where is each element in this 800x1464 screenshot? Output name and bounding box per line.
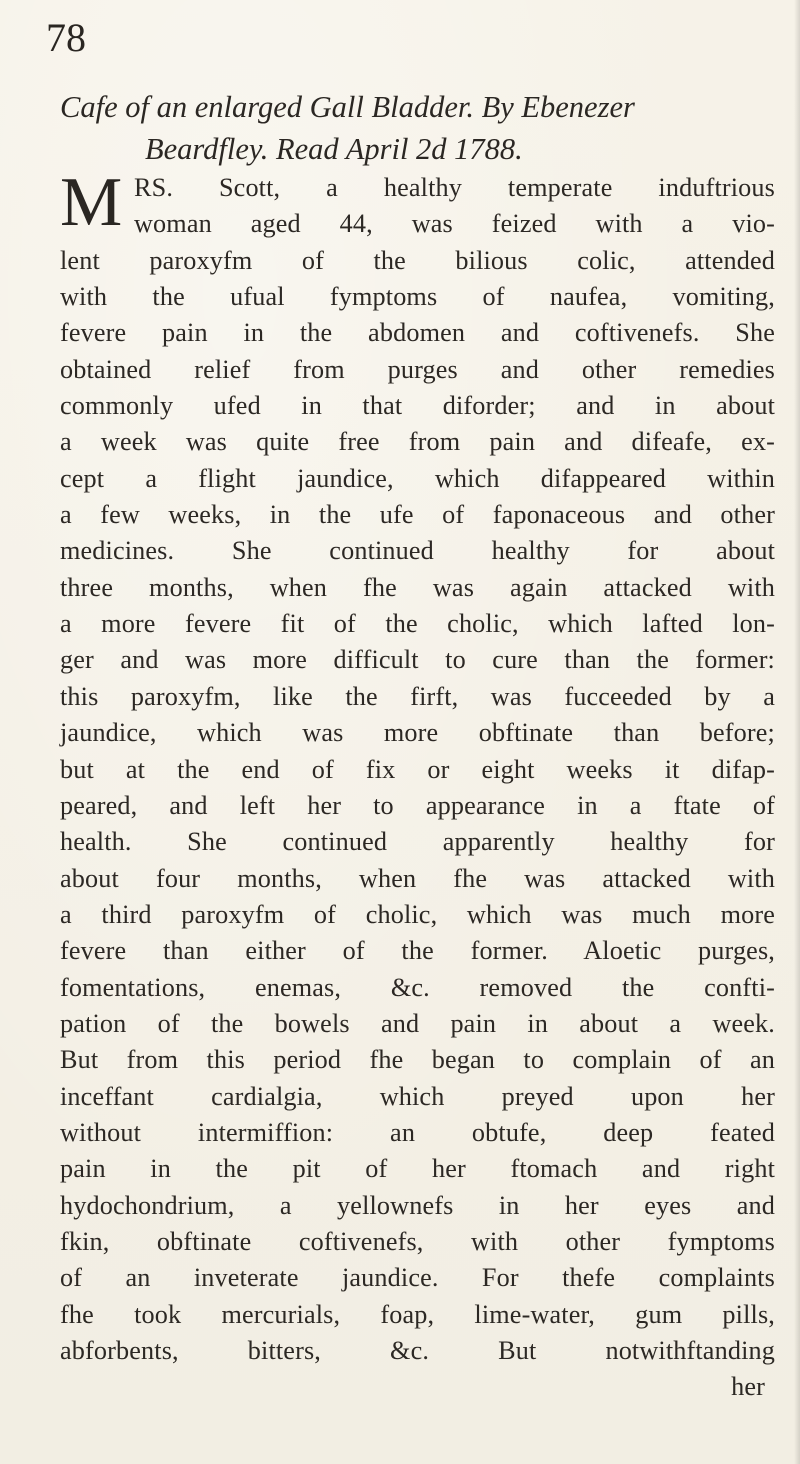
text-line: RS. Scott, a healthy temperate induftrious [134, 173, 775, 202]
text-line: inceffant cardialgia, which preyed upon her [60, 1081, 775, 1111]
text-line: abforbents, bitters, &c. But notwithftanding [60, 1336, 775, 1365]
text-line: health. She continued apparently healthy for [60, 827, 775, 857]
text-line: with the ufual fymptoms of naufea, vomiting, [60, 282, 775, 312]
article-body [60, 164, 775, 1406]
text-line: medicines. She continued healthy for about [60, 536, 775, 566]
text-line: woman aged 44, was feized with a vio- [134, 209, 775, 239]
text-line: pation of the bowels and pain in about a week. [60, 1008, 775, 1038]
text-line: fevere than either of the former. Aloetic purges, [60, 936, 775, 966]
page-number: 78 [46, 15, 86, 60]
text-line: fomentations, enemas, &c. removed the confti- [60, 972, 775, 1002]
text-line: a week was quite free from pain and difeafe, ex- [60, 427, 775, 457]
text-line: a third paroxyfm of cholic, which was much more [60, 899, 775, 929]
text-line: fevere pain in the abdomen and coftivenefs. She [60, 318, 775, 348]
text-line: pain in the pit of her ftomach and right [60, 1154, 775, 1184]
text-line: a more fevere fit of the cholic, which lafted lon- [60, 609, 775, 639]
article-title-line-2: Beardfley. Read April 2d 1788. [145, 132, 523, 166]
text-line: jaundice, which was more obftinate than before; [60, 718, 775, 748]
text-line: obtained relief from purges and other remedies [60, 354, 775, 384]
text-line: of an inveterate jaundice. For thefe complaints [60, 1263, 775, 1293]
text-line: fhe took mercurials, foap, lime-water, gum pills, [60, 1299, 775, 1329]
text-line: But from this period fhe began to complain of an [60, 1045, 775, 1075]
text-line: without intermiffion: an obtufe, deep feated [60, 1117, 775, 1147]
article-title-line-1: Cafe of an enlarged Gall Bladder. By Ebenezer [60, 90, 635, 124]
text-line: cept a flight jaundice, which difappeared within [60, 463, 775, 493]
page-edge-shadow [794, 0, 800, 1464]
text-line: lent paroxyfm of the bilious colic, attended [60, 245, 775, 275]
text-line: hydochondrium, a yellownefs in her eyes and [60, 1190, 775, 1220]
text-line: commonly ufed in that diforder; and in about [60, 391, 775, 421]
drop-cap: M [60, 164, 121, 241]
text-line: fkin, obftinate coftivenefs, with other fymptoms [60, 1226, 775, 1256]
text-line: ger and was more difficult to cure than the former: [60, 645, 775, 675]
article-title [60, 86, 760, 170]
text-line: her [731, 1372, 765, 1402]
text-line: peared, and left her to appearance in a ftate of [60, 790, 775, 820]
text-line: about four months, when fhe was attacked with [60, 863, 775, 893]
text-line: a few weeks, in the ufe of faponaceous and other [60, 500, 775, 530]
text-line: three months, when fhe was again attacked with [60, 572, 775, 602]
text-line: but at the end of fix or eight weeks it difap- [60, 754, 775, 784]
text-line: this paroxyfm, like the firft, was fucceeded by a [60, 681, 775, 711]
